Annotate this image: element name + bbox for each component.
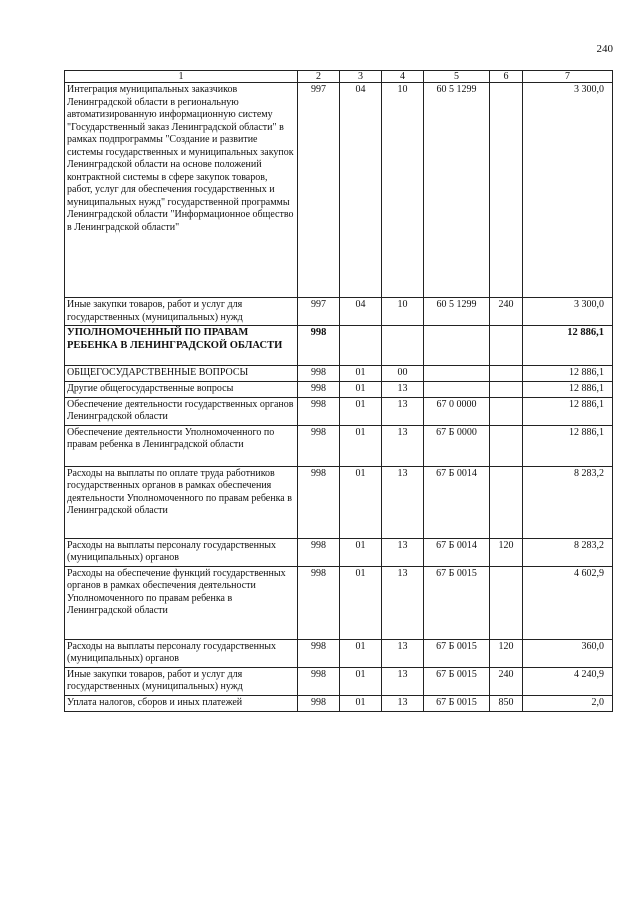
row-description: Расходы на выплаты персоналу государственных (муниципальных) органов [65,639,298,667]
row-code-expense-type [490,466,523,538]
row-code-section: 01 [340,425,382,466]
row-code-expense-type [490,425,523,466]
row-amount: 12 886,1 [523,326,613,366]
row-amount: 2,0 [523,695,613,711]
header-cell: 2 [298,71,340,83]
row-code-admin: 998 [298,382,340,398]
row-amount: 8 283,2 [523,538,613,566]
table-row [65,326,613,366]
row-code-expense-type [490,566,523,639]
row-code-target: 67 Б 0015 [424,639,490,667]
row-code-section: 01 [340,382,382,398]
row-code-expense-type: 120 [490,538,523,566]
row-code-target: 67 Б 0014 [424,538,490,566]
table-row [65,639,613,667]
row-description: УПОЛНОМОЧЕННЫЙ ПО ПРАВАМ РЕБЕНКА В ЛЕНИНГРАДСКОЙ ОБЛАСТИ [65,326,298,366]
row-description: Расходы на обеспечение функций государственных органов в рамках обеспечения деятельности Уполномоченного по правам ребенка в Ленинградской области [65,566,298,639]
row-code-section: 01 [340,667,382,695]
row-amount: 12 886,1 [523,366,613,382]
row-description: Расходы на выплаты персоналу государственных (муниципальных) органов [65,538,298,566]
header-cell: 5 [424,71,490,83]
row-code-section: 01 [340,366,382,382]
row-amount: 3 300,0 [523,298,613,326]
row-code-section: 01 [340,639,382,667]
row-code-expense-type [490,397,523,425]
row-code-subsection: 13 [382,667,424,695]
table-row [65,466,613,538]
row-code-admin: 998 [298,639,340,667]
row-amount: 12 886,1 [523,382,613,398]
row-description: Обеспечение деятельности Уполномоченного по правам ребенка в Ленинградской области [65,425,298,466]
row-code-target [424,326,490,366]
table-row [65,382,613,398]
row-code-target: 67 Б 0015 [424,667,490,695]
row-description: Обеспечение деятельности государственных органов Ленинградской области [65,397,298,425]
row-code-admin: 997 [298,83,340,298]
row-code-expense-type: 120 [490,639,523,667]
row-code-expense-type: 240 [490,667,523,695]
row-description: Интеграция муниципальных заказчиков Ленинградской области в региональную автоматизированную информационную систему "Государственный заказ Ленинградской области" в рамках подпрограммы "Создание и развитие системы государственных и муниципальных закупок Ленинградской области на основе положений контрактной системы в сфере закупок товаров, работ, услуг для обеспечения государственных и муниципальных нужд" государственной программы Ленинградской области "Информационное общество в Ленинградской области" [65,83,298,298]
row-description: Иные закупки товаров, работ и услуг для государственных (муниципальных) нужд [65,298,298,326]
row-amount: 4 240,9 [523,667,613,695]
row-amount: 3 300,0 [523,83,613,298]
row-code-section: 01 [340,695,382,711]
row-code-subsection: 00 [382,366,424,382]
row-code-subsection: 13 [382,397,424,425]
table-header-row [65,71,613,83]
table-row [65,566,613,639]
row-code-target [424,382,490,398]
row-amount: 8 283,2 [523,466,613,538]
row-description: ОБЩЕГОСУДАРСТВЕННЫЕ ВОПРОСЫ [65,366,298,382]
row-code-admin: 998 [298,695,340,711]
table-row [65,695,613,711]
row-code-admin: 998 [298,466,340,538]
row-code-admin: 998 [298,538,340,566]
header-cell: 1 [65,71,298,83]
row-code-admin: 998 [298,326,340,366]
row-code-admin: 998 [298,425,340,466]
table-row [65,366,613,382]
row-code-section: 04 [340,298,382,326]
row-code-target: 67 Б 0000 [424,425,490,466]
row-code-subsection: 13 [382,695,424,711]
table-row [65,298,613,326]
row-code-expense-type [490,382,523,398]
row-code-expense-type: 850 [490,695,523,711]
row-code-admin: 998 [298,397,340,425]
row-code-subsection: 13 [382,538,424,566]
row-code-section: 01 [340,466,382,538]
row-code-expense-type [490,83,523,298]
row-code-target: 60 5 1299 [424,298,490,326]
budget-table [64,70,613,712]
row-code-subsection [382,326,424,366]
row-code-expense-type [490,326,523,366]
row-code-target: 60 5 1299 [424,83,490,298]
header-cell: 6 [490,71,523,83]
row-code-expense-type: 240 [490,298,523,326]
row-code-subsection: 13 [382,639,424,667]
row-code-subsection: 13 [382,382,424,398]
header-cell: 4 [382,71,424,83]
row-code-admin: 998 [298,566,340,639]
row-code-section: 04 [340,83,382,298]
row-description: Иные закупки товаров, работ и услуг для государственных (муниципальных) нужд [65,667,298,695]
row-code-target: 67 Б 0015 [424,566,490,639]
row-code-subsection: 13 [382,425,424,466]
row-code-subsection: 10 [382,83,424,298]
row-description: Другие общегосударственные вопросы [65,382,298,398]
row-code-subsection: 13 [382,466,424,538]
row-code-section: 01 [340,566,382,639]
page-number: 240 [596,43,613,55]
table-row [65,83,613,298]
row-code-target: 67 0 0000 [424,397,490,425]
header-cell: 7 [523,71,613,83]
table-row [65,667,613,695]
row-code-expense-type [490,366,523,382]
row-code-admin: 997 [298,298,340,326]
row-code-target: 67 Б 0014 [424,466,490,538]
row-description: Расходы на выплаты по оплате труда работников государственных органов в рамках обеспечения деятельности Уполномоченного по правам ребенка в Ленинградской области [65,466,298,538]
row-amount: 12 886,1 [523,397,613,425]
row-code-admin: 998 [298,366,340,382]
row-code-subsection: 13 [382,566,424,639]
row-code-section [340,326,382,366]
row-code-admin: 998 [298,667,340,695]
table-row [65,397,613,425]
row-amount: 4 602,9 [523,566,613,639]
header-cell: 3 [340,71,382,83]
table-row [65,425,613,466]
row-code-section: 01 [340,397,382,425]
row-amount: 12 886,1 [523,425,613,466]
row-description: Уплата налогов, сборов и иных платежей [65,695,298,711]
row-code-target [424,366,490,382]
row-code-target: 67 Б 0015 [424,695,490,711]
row-code-subsection: 10 [382,298,424,326]
row-code-section: 01 [340,538,382,566]
row-amount: 360,0 [523,639,613,667]
table-row [65,538,613,566]
